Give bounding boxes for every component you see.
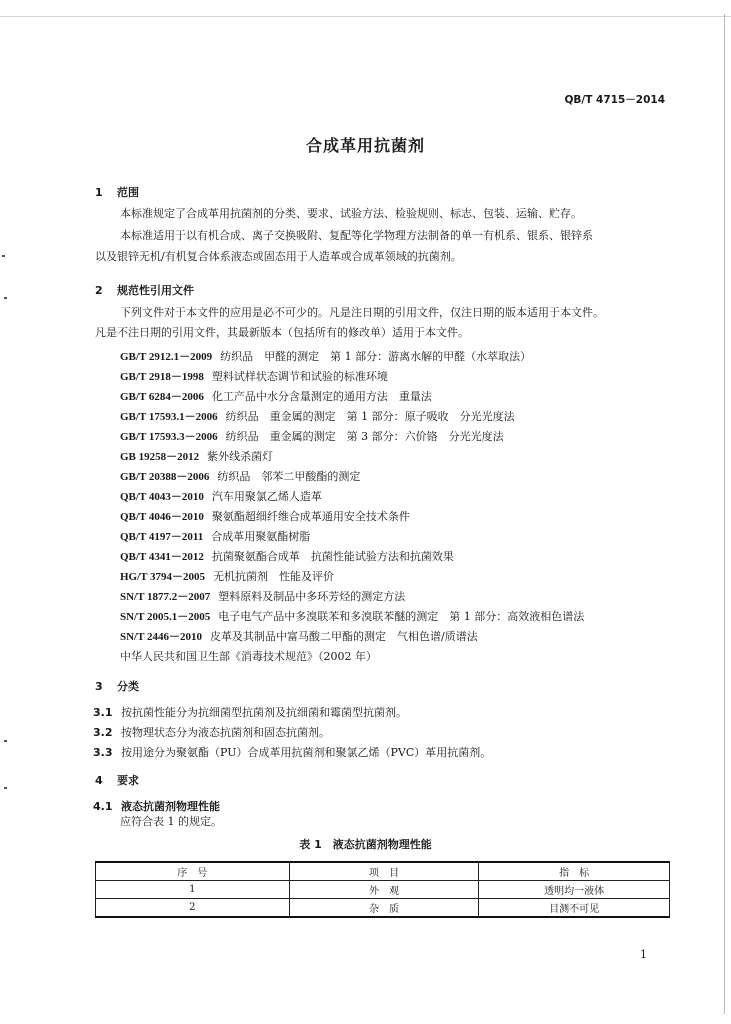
reference-item <box>120 428 504 444</box>
reference-item <box>120 568 334 584</box>
scan-speck <box>4 297 7 299</box>
reference-code: GB/T 2918－1998 <box>120 371 204 383</box>
clause-number: 3.1 <box>93 706 113 719</box>
table-caption: 表 1 液态抗菌剂物理性能 <box>299 838 432 851</box>
table-cell: 杂 质 <box>289 899 479 918</box>
page-number: 1 <box>640 948 647 961</box>
section-number: 2 <box>95 284 103 297</box>
page-title: 合成革用抗菌剂 <box>305 136 425 155</box>
section-3-heading <box>95 678 139 694</box>
section-number: 1 <box>95 186 103 199</box>
clause-text: 按物理状态分为液态抗菌剂和固态抗菌剂。 <box>121 726 330 739</box>
reference-code: GB 19258－2012 <box>120 451 200 463</box>
reference-item <box>120 548 454 564</box>
reference-name: 聚氨酯超细纤维合成革通用安全技术条件 <box>211 510 410 523</box>
table-row <box>96 899 670 918</box>
reference-name: 无机抗菌剂 性能及评价 <box>213 570 335 583</box>
clause-title: 液态抗菌剂物理性能 <box>121 800 220 813</box>
scope-paragraph-2-line-1: 本标准适用于以有机合成、离子交换吸附、复配等化学物理方法制备的单一有机系、银系、银锌系 <box>120 229 593 242</box>
clause-text: 按抗菌性能分为抗细菌型抗菌剂及抗细菌和霉菌型抗菌剂。 <box>121 706 407 719</box>
reference-name: 抗菌聚氨酯合成革 抗菌性能试验方法和抗菌效果 <box>211 550 454 563</box>
reference-item <box>120 368 388 384</box>
section-title: 范围 <box>117 186 139 199</box>
reference-name: 塑料试样状态调节和试验的标准环境 <box>211 370 388 383</box>
reference-code: GB/T 6284－2006 <box>120 391 204 403</box>
reference-name: 纺织品 邻苯二甲酸酯的测定 <box>217 470 361 483</box>
section-1-heading <box>95 184 139 200</box>
references-intro-line-2: 凡是不注日期的引用文件，其最新版本（包括所有的修改单）适用于本文件。 <box>95 326 469 339</box>
reference-name: 汽车用聚氯乙烯人造革 <box>211 490 322 503</box>
reference-item <box>120 388 432 404</box>
column-header-index: 指 标 <box>479 862 670 881</box>
references-intro-line-1: 下列文件对于本文件的应用是必不可少的。凡是注日期的引用文件，仅注日期的版本适用于本文件。 <box>120 306 604 319</box>
reference-item <box>120 628 478 644</box>
reference-item <box>120 448 273 464</box>
reference-name: 紫外线杀菌灯 <box>207 450 274 463</box>
table-cell: 外 观 <box>289 881 479 899</box>
scope-paragraph-2-line-2: 以及银锌无机/有机复合体系液态或固态用于人造革或合成革领域的抗菌剂。 <box>95 250 462 263</box>
table-cell: 透明均一液体 <box>479 881 670 899</box>
clause-number: 3.3 <box>93 746 113 759</box>
table-header-row <box>96 862 670 881</box>
reference-item <box>120 348 531 364</box>
reference-name: 塑料原料及制品中多环芳烃的测定方法 <box>218 590 406 603</box>
reference-name: 化工产品中水分含量测定的通用方法 重量法 <box>211 390 432 403</box>
reference-item <box>120 408 515 424</box>
reference-code: HG/T 3794－2005 <box>120 571 206 583</box>
reference-name: 皮革及其制品中富马酸二甲酯的测定 气相色谱/质谱法 <box>210 630 478 643</box>
table-row <box>96 881 670 899</box>
classification-item <box>93 724 330 740</box>
reference-item <box>120 468 360 484</box>
table-cell: 目测不可见 <box>479 899 670 918</box>
reference-code: GB/T 17593.3－2006 <box>120 431 218 443</box>
reference-code: SN/T 2446－2010 <box>120 631 203 643</box>
table-cell: 2 <box>96 899 290 918</box>
clause-4-1-text: 应符合表 1 的规定。 <box>120 815 222 828</box>
table-cell: 1 <box>96 881 290 899</box>
column-header-item: 项 目 <box>289 862 479 881</box>
clause-number: 4.1 <box>93 800 113 813</box>
reference-name: 合成革用聚氨酯树脂 <box>211 530 311 543</box>
standard-code: QB/T 4715－2014 <box>564 94 665 106</box>
reference-item <box>120 488 322 504</box>
scan-speck <box>2 255 5 257</box>
classification-item <box>93 744 491 760</box>
scan-speck <box>4 740 7 742</box>
reference-name: 纺织品 重金属的测定 第 1 部分：原子吸收 分光光度法 <box>225 410 515 423</box>
reference-code: SN/T 1877.2－2007 <box>120 591 211 603</box>
section-4-heading <box>95 772 139 788</box>
reference-code: QB/T 4197－2011 <box>120 531 204 543</box>
scope-paragraph-1: 本标准规定了合成革用抗菌剂的分类、要求、试验方法、检验规则、标志、包装、运输、贮存。 <box>120 207 582 220</box>
reference-item <box>120 588 405 604</box>
reference-code: GB/T 17593.1－2006 <box>120 411 218 423</box>
reference-code: GB/T 2912.1－2009 <box>120 351 213 363</box>
physical-properties-table <box>95 861 670 918</box>
reference-item <box>120 508 410 524</box>
reference-code: QB/T 4341－2012 <box>120 551 204 563</box>
scan-right-edge <box>724 14 725 1014</box>
section-number: 4 <box>95 774 103 787</box>
classification-item <box>93 704 407 720</box>
reference-code: GB/T 20388－2006 <box>120 471 210 483</box>
section-number: 3 <box>95 680 103 693</box>
scan-top-edge <box>0 16 731 17</box>
reference-item <box>120 608 584 624</box>
section-title: 分类 <box>117 680 139 693</box>
reference-name: 电子电气产品中多溴联苯和多溴联苯醚的测定 第 1 部分：高效液相色谱法 <box>218 610 585 623</box>
reference-name: 纺织品 重金属的测定 第 3 部分：六价铬 分光光度法 <box>225 430 504 443</box>
clause-number: 3.2 <box>93 726 113 739</box>
section-2-heading <box>95 282 194 298</box>
reference-item-last: 中华人民共和国卫生部《消毒技术规范》（2002 年） <box>120 650 377 663</box>
reference-code: QB/T 4043－2010 <box>120 491 204 503</box>
reference-name: 纺织品 甲醛的测定 第 1 部分：游离水解的甲醛（水萃取法） <box>220 350 532 363</box>
reference-item <box>120 528 310 544</box>
clause-text: 按用途分为聚氨酯（PU）合成革用抗菌剂和聚氯乙烯（PVC）革用抗菌剂。 <box>121 746 492 759</box>
column-header-number: 序 号 <box>96 862 290 881</box>
section-title: 规范性引用文件 <box>117 284 194 297</box>
reference-code: SN/T 2005.1－2005 <box>120 611 211 623</box>
scan-speck <box>4 787 7 789</box>
reference-code: QB/T 4046－2010 <box>120 511 204 523</box>
section-title: 要求 <box>117 774 139 787</box>
